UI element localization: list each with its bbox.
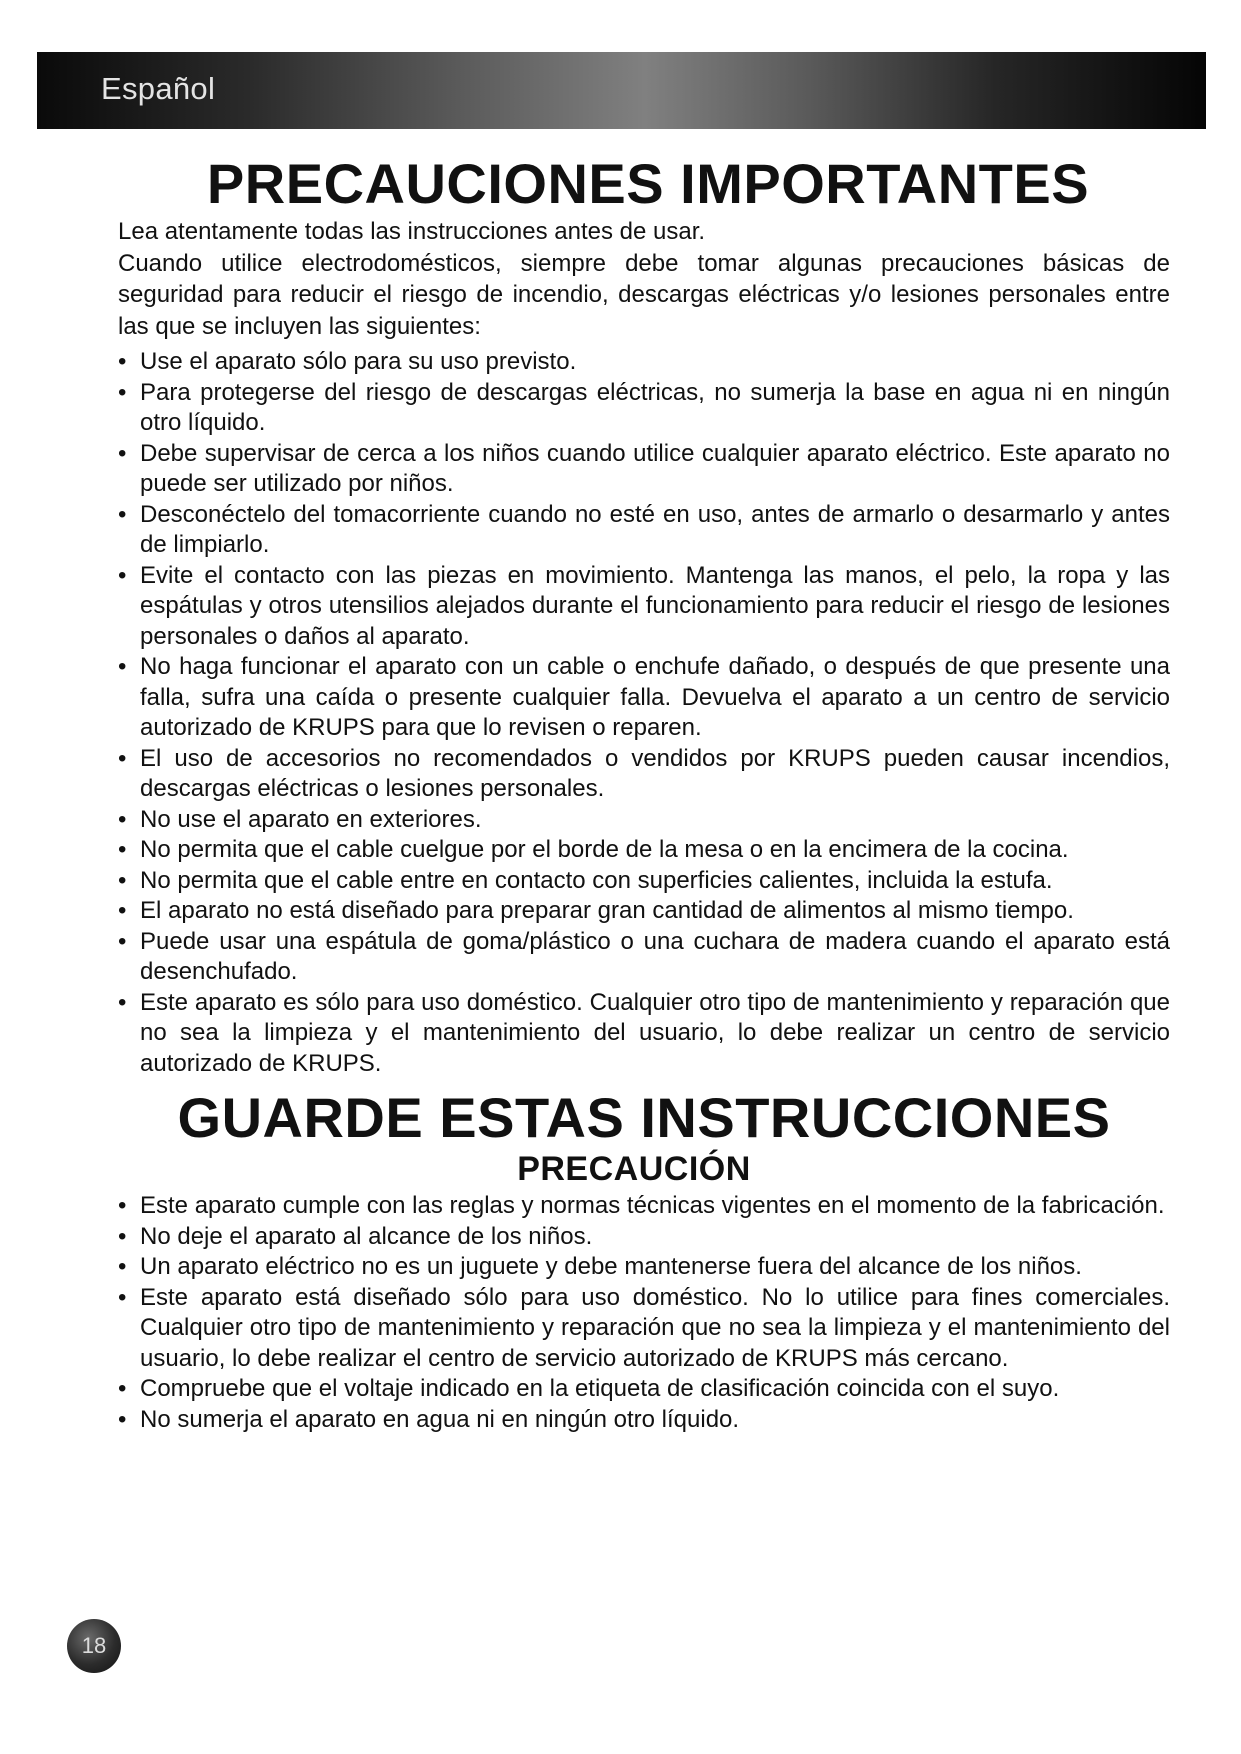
list-item bbox=[118, 927, 1170, 988]
list-item bbox=[118, 347, 1170, 378]
bullet-icon: • bbox=[118, 988, 127, 1016]
list-item bbox=[118, 835, 1170, 866]
list-item bbox=[118, 988, 1170, 1080]
bullet-icon: • bbox=[118, 378, 127, 406]
list-item-text: Este aparato cumple con las reglas y normas técnicas vigentes en el momento de la fabricación. bbox=[140, 1192, 1165, 1219]
precautions-list bbox=[118, 347, 1170, 1079]
bullet-icon: • bbox=[118, 1222, 127, 1250]
save-instructions-title: GUARDE ESTAS INSTRUCCIONES bbox=[177, 1086, 1111, 1149]
bullet-icon: • bbox=[118, 561, 127, 589]
caution-list bbox=[118, 1191, 1170, 1435]
bullet-icon: • bbox=[118, 836, 127, 863]
list-item bbox=[118, 1283, 1170, 1375]
list-item bbox=[118, 805, 1170, 836]
list-item-text: No deje el aparato al alcance de los niños. bbox=[140, 1222, 593, 1250]
intro-line: Lea atentamente todas las instrucciones antes de usar. bbox=[118, 218, 706, 245]
list-item-text: Este aparato es sólo para uso doméstico. Cualquier otro tipo de mantenimiento y reparación que no sea la limpieza y el mantenimiento del usuario, lo debe realizar un centro de servicio autorizado de KRUPS. bbox=[140, 988, 1170, 1077]
bullet-icon: • bbox=[118, 866, 127, 894]
list-item-text: Este aparato está diseñado sólo para uso doméstico. No lo utilice para fines comerciales. Cualquier otro tipo de mantenimiento y reparación que no sea la limpieza y el mantenimiento del usuario, lo debe realizar el centro de servicio autorizado de KRUPS más cercano. bbox=[140, 1283, 1170, 1372]
list-item bbox=[118, 866, 1170, 897]
bullet-icon: • bbox=[118, 1405, 127, 1433]
bullet-icon: • bbox=[118, 653, 127, 680]
list-item bbox=[118, 1405, 1170, 1436]
caution-subtitle: PRECAUCIÓN bbox=[517, 1150, 751, 1188]
list-item bbox=[118, 500, 1170, 561]
list-item-text: Compruebe que el voltaje indicado en la etiqueta de clasificación coincida con el suyo. bbox=[140, 1375, 1060, 1402]
list-item-text: Use el aparato sólo para su uso previsto. bbox=[140, 348, 577, 375]
list-item bbox=[118, 1191, 1170, 1222]
list-item-text: Debe supervisar de cerca a los niños cuando utilice cualquier aparato eléctrico. Este aparato no puede ser utilizado por niños. bbox=[140, 439, 1170, 497]
precautions-title: PRECAUCIONES IMPORTANTES bbox=[206, 152, 1090, 215]
bullet-icon: • bbox=[118, 1375, 127, 1402]
list-item bbox=[118, 378, 1170, 439]
list-item-text: No sumerja el aparato en agua ni en ningún otro líquido. bbox=[140, 1405, 740, 1433]
list-item-text: Para protegerse del riesgo de descargas eléctricas, no sumerja la base en agua ni en ningún otro líquido. bbox=[140, 378, 1170, 436]
list-item bbox=[118, 561, 1170, 653]
list-item-text: Evite el contacto con las piezas en movimiento. Mantenga las manos, el pelo, la ropa y las espátulas y otros utensilios alejados durante el funcionamiento para reducir el riesgo de lesiones personales o daños al aparato. bbox=[140, 561, 1170, 650]
bullet-icon: • bbox=[118, 439, 127, 467]
list-item bbox=[118, 1222, 1170, 1253]
list-item bbox=[118, 896, 1170, 927]
list-item bbox=[118, 652, 1170, 744]
bullet-icon: • bbox=[118, 897, 127, 924]
intro-paragraph: Cuando utilice electrodomésticos, siempre debe tomar algunas precauciones básicas de seguridad para reducir el riesgo de incendio, descargas eléctricas y/o lesiones personales entre las que se incluyen las siguientes: bbox=[118, 249, 1170, 340]
language-label: Español bbox=[101, 71, 216, 106]
list-item-text: El uso de accesorios no recomendados o vendidos por KRUPS pueden causar incendios, descargas eléctricas o lesiones personales. bbox=[140, 744, 1170, 802]
list-item-text: No permita que el cable cuelgue por el borde de la mesa o en la encimera de la cocina. bbox=[140, 836, 1069, 863]
bullet-icon: • bbox=[118, 348, 127, 375]
list-item bbox=[118, 439, 1170, 500]
list-item-text: El aparato no está diseñado para preparar gran cantidad de alimentos al mismo tiempo. bbox=[140, 897, 1074, 924]
list-item-text: Un aparato eléctrico no es un juguete y debe mantenerse fuera del alcance de los niños. bbox=[140, 1253, 1082, 1280]
bullet-icon: • bbox=[118, 1253, 127, 1280]
list-item-text: No permita que el cable entre en contacto con superficies calientes, incluida la estufa. bbox=[140, 866, 1053, 894]
list-item bbox=[118, 1252, 1170, 1283]
list-item-text: No haga funcionar el aparato con un cable o enchufe dañado, o después de que presente una falla, sufra una caída o presente cualquier falla. Devuelva el aparato a un centro de servicio autorizado de KRUPS para que lo revisen o reparen. bbox=[140, 653, 1170, 741]
page-content bbox=[118, 152, 1170, 1435]
bullet-icon: • bbox=[118, 744, 127, 772]
bullet-icon: • bbox=[118, 927, 127, 955]
page-number-badge: 18 bbox=[67, 1619, 121, 1673]
bullet-icon: • bbox=[118, 1283, 127, 1311]
bullet-icon: • bbox=[118, 500, 127, 528]
list-item-text: No use el aparato en exteriores. bbox=[140, 805, 482, 833]
bullet-icon: • bbox=[118, 1192, 127, 1219]
list-item bbox=[118, 1374, 1170, 1405]
list-item bbox=[118, 744, 1170, 805]
list-item-text: Puede usar una espátula de goma/plástico o una cuchara de madera cuando el aparato está desenchufado. bbox=[140, 927, 1170, 985]
language-header-bar bbox=[37, 52, 1206, 129]
list-item-text: Desconéctelo del tomacorriente cuando no esté en uso, antes de armarlo o desarmarlo y antes de limpiarlo. bbox=[140, 500, 1170, 558]
bullet-icon: • bbox=[118, 805, 127, 833]
